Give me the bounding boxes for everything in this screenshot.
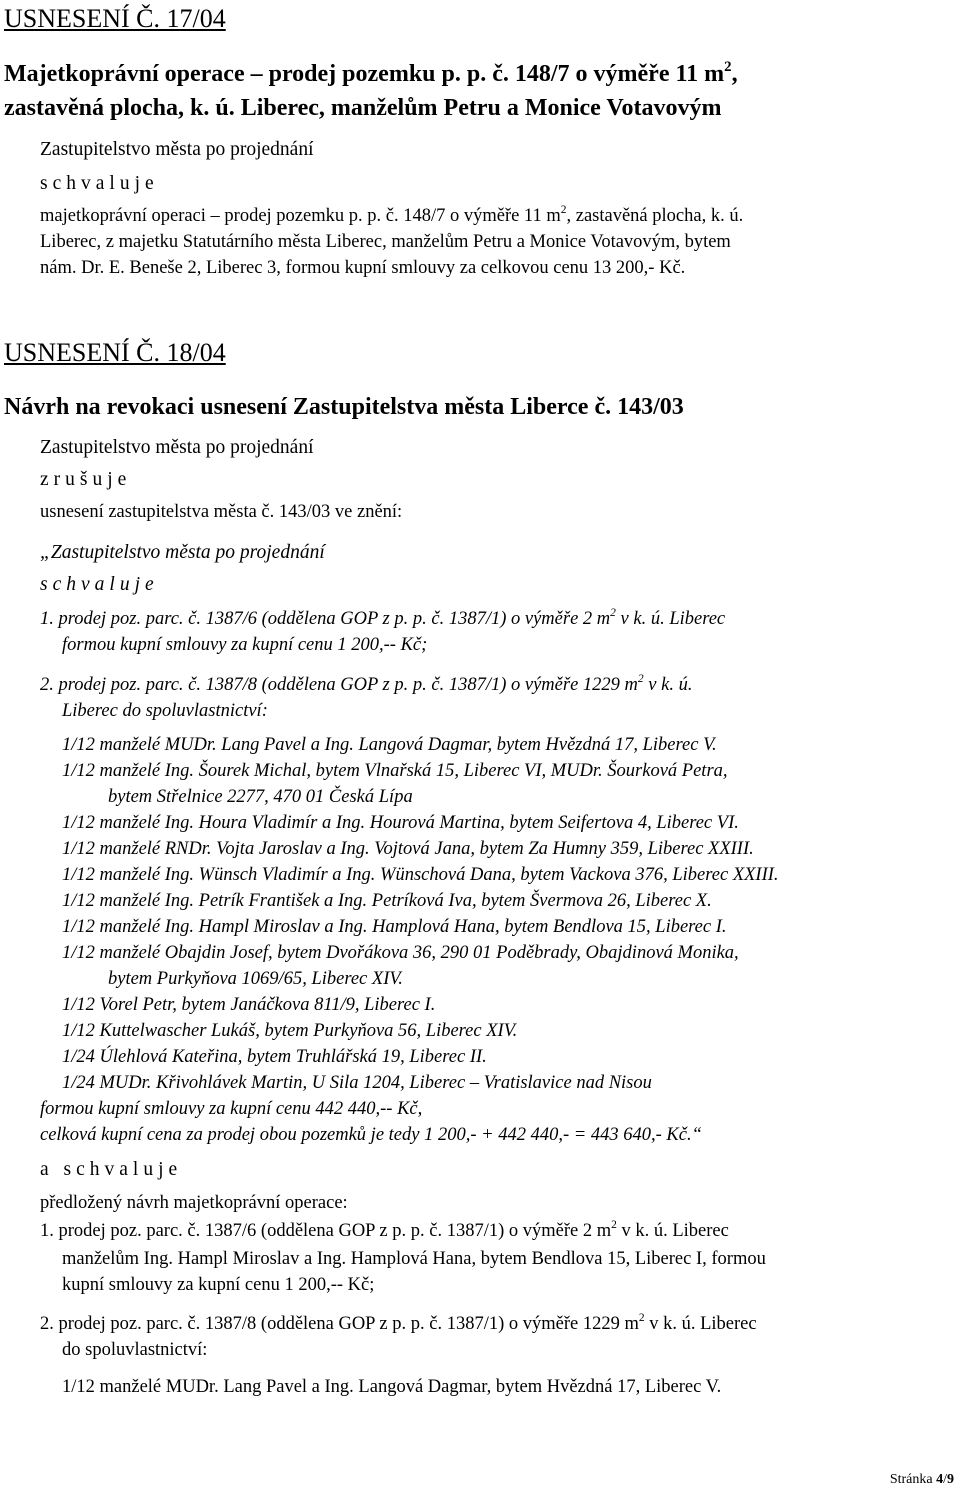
owner-line: 1/12 manželé Ing. Šourek Michal, bytem Vlnařská 15, Liberec VI, MUDr. Šourková Petra,	[62, 761, 728, 781]
page-number: Stránka 4/9	[889, 1472, 954, 1487]
resolution-17-title-line2: zastavěná plocha, k. ú. Liberec, manželům Petru a Monice Votavovým	[4, 95, 722, 121]
owner-line: 1/12 manželé RNDr. Vojta Jaroslav a Ing. Vojtová Jana, bytem Za Humny 359, Liberec XXIII.	[62, 839, 754, 859]
resolution-17-verb: schvaluje	[40, 173, 159, 194]
resolution-17-title-line1: Majetkoprávní operace – prodej pozemku p. p. č. 148/7 o výměře 11 $m^2$,	[4, 58, 738, 87]
quoted-item-2: 2. prodej poz. parc. č. 1387/8 (oddělena GOP z p. p. č. 1387/1) o výměře 1229 $m^2$ v k. ú.	[40, 672, 693, 695]
quoted-item-1: 1. prodej poz. parc. č. 1387/6 (oddělena GOP z p. p. č. 1387/1) o výměře 2 $m^2$ v k. ú. Liberec	[40, 606, 726, 629]
quoted-price: formou kupní smlouvy za kupní cenu 442 440,-- Kč,	[40, 1099, 423, 1119]
owner-line: 1/12 manželé Ing. Petrík František a Ing. Petríková Iva, bytem Švermova 26, Liberec X.	[62, 891, 712, 911]
quoted-total: celková kupní cena za prodej obou pozemků je tedy 1 200,- + 442 440,- = 443 640,- Kč.“	[40, 1125, 702, 1145]
proposal-owner-line: 1/12 manželé MUDr. Lang Pavel a Ing. Langová Dagmar, bytem Hvězdná 17, Liberec V.	[62, 1377, 722, 1397]
quoted-intro: „Zastupitelstvo města po projednání	[40, 542, 325, 563]
owner-line: 1/12 manželé Ing. Hampl Miroslav a Ing. Hamplová Hana, bytem Bendlova 15, Liberec I.	[62, 917, 727, 937]
quoted-item-2-line2: Liberec do spoluvlastnictví:	[62, 701, 268, 721]
owner-line: 1/12 Kuttelwascher Lukáš, bytem Purkyňova 56, Liberec XIV.	[62, 1021, 518, 1041]
quoted-verb: schvaluje	[40, 574, 159, 595]
resolution-17-body-line3: nám. Dr. E. Beneše 2, Liberec 3, formou kupní smlouvy za celkovou cenu 13 200,- Kč.	[40, 258, 686, 278]
owner-line: bytem Purkyňova 1069/65, Liberec XIV.	[108, 969, 403, 989]
resolution-18-verb-2: a schvaluje	[40, 1159, 183, 1180]
owner-line: 1/24 MUDr. Křivohlávek Martin, U Sila 1204, Liberec – Vratislavice nad Nisou	[62, 1073, 652, 1093]
resolution-18-intro: Zastupitelstvo města po projednání	[40, 437, 314, 458]
resolution-17-body-line2: Liberec, z majetku Statutárního města Liberec, manželům Petru a Monice Votavovým, bytem	[40, 232, 731, 252]
owner-line: 1/12 manželé Obajdin Josef, bytem Dvořákova 36, 290 01 Poděbrady, Obajdinová Monika,	[62, 943, 739, 963]
resolution-17-heading: USNESENÍ Č. 17/04	[4, 4, 226, 33]
resolution-18-text: usnesení zastupitelstva města č. 143/03 ve znění:	[40, 502, 403, 522]
proposal-item-2-line2: do spoluvlastnictví:	[62, 1340, 208, 1360]
owner-line: 1/12 Vorel Petr, bytem Janáčkova 811/9, Liberec I.	[62, 995, 436, 1015]
owner-line: 1/12 manželé Ing. Wünsch Vladimír a Ing. Wünschová Dana, bytem Vackova 376, Liberec XXIII.	[62, 865, 779, 885]
resolution-18-verb: zrušuje	[40, 469, 132, 490]
owner-line: 1/24 Úlehlová Kateřina, bytem Truhlářská 19, Liberec II.	[62, 1047, 487, 1067]
quoted-item-1-line2: formou kupní smlouvy za kupní cenu 1 200,-- Kč;	[62, 635, 428, 655]
resolution-18-heading: USNESENÍ Č. 18/04	[4, 338, 226, 367]
proposal-item-1-line2: manželům Ing. Hampl Miroslav a Ing. Hamplová Hana, bytem Bendlova 15, Liberec I, formou	[62, 1249, 766, 1269]
owner-line: 1/12 manželé Ing. Houra Vladimír a Ing. Hourová Martina, bytem Seifertova 4, Liberec VI.	[62, 813, 739, 833]
proposal-item-1: 1. prodej poz. parc. č. 1387/6 (oddělena GOP z p. p. č. 1387/1) o výměře 2 $m^2$ v k. ú. Liberec	[40, 1218, 729, 1241]
proposal-intro: předložený návrh majetkoprávní operace:	[40, 1193, 348, 1213]
owner-line: 1/12 manželé MUDr. Lang Pavel a Ing. Langová Dagmar, bytem Hvězdná 17, Liberec V.	[62, 735, 717, 755]
owner-line: bytem Střelnice 2277, 470 01 Česká Lípa	[108, 787, 413, 807]
resolution-18-title: Návrh na revokaci usnesení Zastupitelstva města Liberce č. 143/03	[4, 394, 684, 420]
resolution-17-body-line1: majetkoprávní operaci – prodej pozemku p. p. č. 148/7 o výměře 11 $m^2$, zastavěná plocha, k. ú.	[40, 203, 744, 226]
proposal-item-2: 2. prodej poz. parc. č. 1387/8 (oddělena GOP z p. p. č. 1387/1) o výměře 1229 $m^2$ v k. ú. Liberec	[40, 1311, 757, 1334]
resolution-17-intro: Zastupitelstvo města po projednání	[40, 139, 314, 160]
proposal-item-1-line3: kupní smlouvy za kupní cenu 1 200,-- Kč;	[62, 1275, 375, 1295]
